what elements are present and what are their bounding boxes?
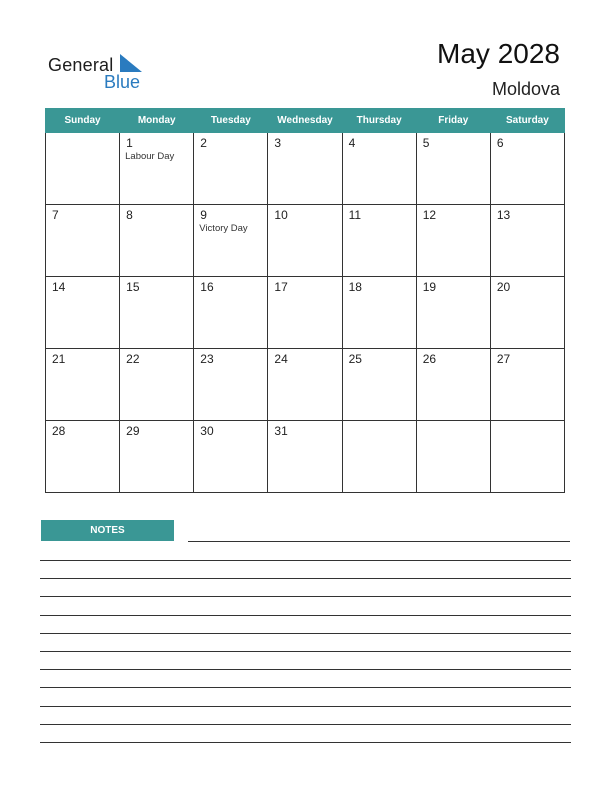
day-cell bbox=[120, 421, 194, 493]
day-cell bbox=[46, 277, 120, 349]
week-row bbox=[46, 349, 565, 421]
logo-flag-icon bbox=[120, 54, 142, 72]
day-cell bbox=[194, 133, 268, 205]
country-name: Moldova bbox=[491, 79, 560, 99]
day-number: 8 bbox=[126, 208, 133, 222]
day-number: 30 bbox=[200, 424, 214, 438]
day-cell bbox=[194, 421, 268, 493]
day-cell bbox=[416, 349, 490, 421]
day-number: 6 bbox=[496, 136, 504, 150]
note-line bbox=[188, 541, 570, 542]
note-line bbox=[40, 651, 571, 652]
weekday-header: Saturday bbox=[490, 109, 564, 133]
day-number: 11 bbox=[348, 208, 362, 222]
day-cell bbox=[268, 205, 342, 277]
day-cell bbox=[46, 205, 120, 277]
day-cell bbox=[490, 205, 564, 277]
note-line bbox=[40, 687, 571, 688]
day-number: 5 bbox=[422, 136, 430, 150]
day-number: 22 bbox=[126, 352, 140, 366]
weekday-header: Monday bbox=[120, 109, 194, 133]
day-cell bbox=[120, 133, 194, 205]
note-line bbox=[40, 633, 571, 634]
week-row bbox=[46, 133, 565, 205]
weekday-header: Thursday bbox=[342, 109, 416, 133]
day-cell bbox=[46, 349, 120, 421]
weekday-header: Wednesday bbox=[268, 109, 342, 133]
note-line bbox=[40, 706, 571, 707]
logo-text-general: General bbox=[48, 55, 114, 75]
logo-text-blue: Blue bbox=[104, 72, 141, 92]
day-number: 18 bbox=[348, 280, 362, 294]
day-number: 3 bbox=[274, 136, 282, 150]
day-cell bbox=[342, 349, 416, 421]
day-cell bbox=[268, 277, 342, 349]
day-number: 20 bbox=[496, 280, 511, 294]
day-cell bbox=[490, 133, 564, 205]
day-number: 14 bbox=[52, 280, 66, 294]
note-line bbox=[40, 742, 571, 743]
day-cell bbox=[194, 277, 268, 349]
generalblue-logo bbox=[48, 52, 158, 92]
day-cell bbox=[120, 277, 194, 349]
holiday-label: Victory Day bbox=[199, 223, 248, 234]
weekday-header: Tuesday bbox=[194, 109, 268, 133]
note-line bbox=[40, 578, 571, 579]
day-number: 24 bbox=[274, 352, 288, 366]
day-cell bbox=[268, 349, 342, 421]
day-number: 4 bbox=[348, 136, 356, 150]
note-line bbox=[40, 669, 571, 670]
day-number: 10 bbox=[274, 208, 288, 222]
day-cell bbox=[342, 205, 416, 277]
day-cell bbox=[342, 133, 416, 205]
day-number: 7 bbox=[52, 208, 59, 222]
weekday-header-row bbox=[46, 109, 565, 133]
day-cell bbox=[342, 277, 416, 349]
notes-label: NOTES bbox=[41, 520, 174, 541]
day-cell bbox=[416, 133, 490, 205]
day-number: 26 bbox=[422, 352, 437, 366]
note-line bbox=[40, 615, 571, 616]
day-number: 25 bbox=[348, 352, 362, 366]
day-number: 9 bbox=[200, 208, 207, 222]
week-row bbox=[46, 205, 565, 277]
day-cell bbox=[342, 421, 416, 493]
note-line bbox=[40, 560, 571, 561]
day-cell bbox=[490, 277, 564, 349]
day-number: 17 bbox=[274, 280, 288, 294]
week-row bbox=[46, 421, 565, 493]
month-calendar bbox=[45, 108, 565, 493]
day-cell bbox=[416, 205, 490, 277]
day-cell bbox=[194, 205, 268, 277]
day-number: 19 bbox=[422, 280, 437, 294]
day-number: 27 bbox=[496, 352, 511, 366]
day-cell bbox=[490, 349, 564, 421]
day-cell bbox=[120, 205, 194, 277]
day-cell bbox=[194, 349, 268, 421]
weekday-header: Sunday bbox=[46, 109, 120, 133]
day-number: 16 bbox=[200, 280, 214, 294]
day-number: 31 bbox=[274, 424, 288, 438]
day-number: 2 bbox=[200, 136, 207, 150]
day-cell bbox=[416, 277, 490, 349]
page-title: May 2028 bbox=[437, 38, 560, 69]
note-line bbox=[40, 596, 571, 597]
day-number: 15 bbox=[126, 280, 140, 294]
day-number: 21 bbox=[52, 352, 66, 366]
day-cell bbox=[490, 421, 564, 493]
holiday-label: Labour Day bbox=[125, 151, 175, 162]
note-line bbox=[40, 724, 571, 725]
calendar-body bbox=[46, 133, 565, 493]
day-number: 29 bbox=[126, 424, 140, 438]
day-number: 1 bbox=[126, 136, 133, 150]
day-number: 28 bbox=[52, 424, 66, 438]
day-cell bbox=[120, 349, 194, 421]
day-number: 23 bbox=[200, 352, 214, 366]
day-number: 13 bbox=[496, 208, 511, 222]
day-cell bbox=[46, 133, 120, 205]
week-row bbox=[46, 277, 565, 349]
weekday-header: Friday bbox=[416, 109, 490, 133]
day-cell bbox=[268, 133, 342, 205]
day-cell bbox=[416, 421, 490, 493]
day-cell bbox=[268, 421, 342, 493]
day-cell bbox=[46, 421, 120, 493]
day-number: 12 bbox=[422, 208, 437, 222]
